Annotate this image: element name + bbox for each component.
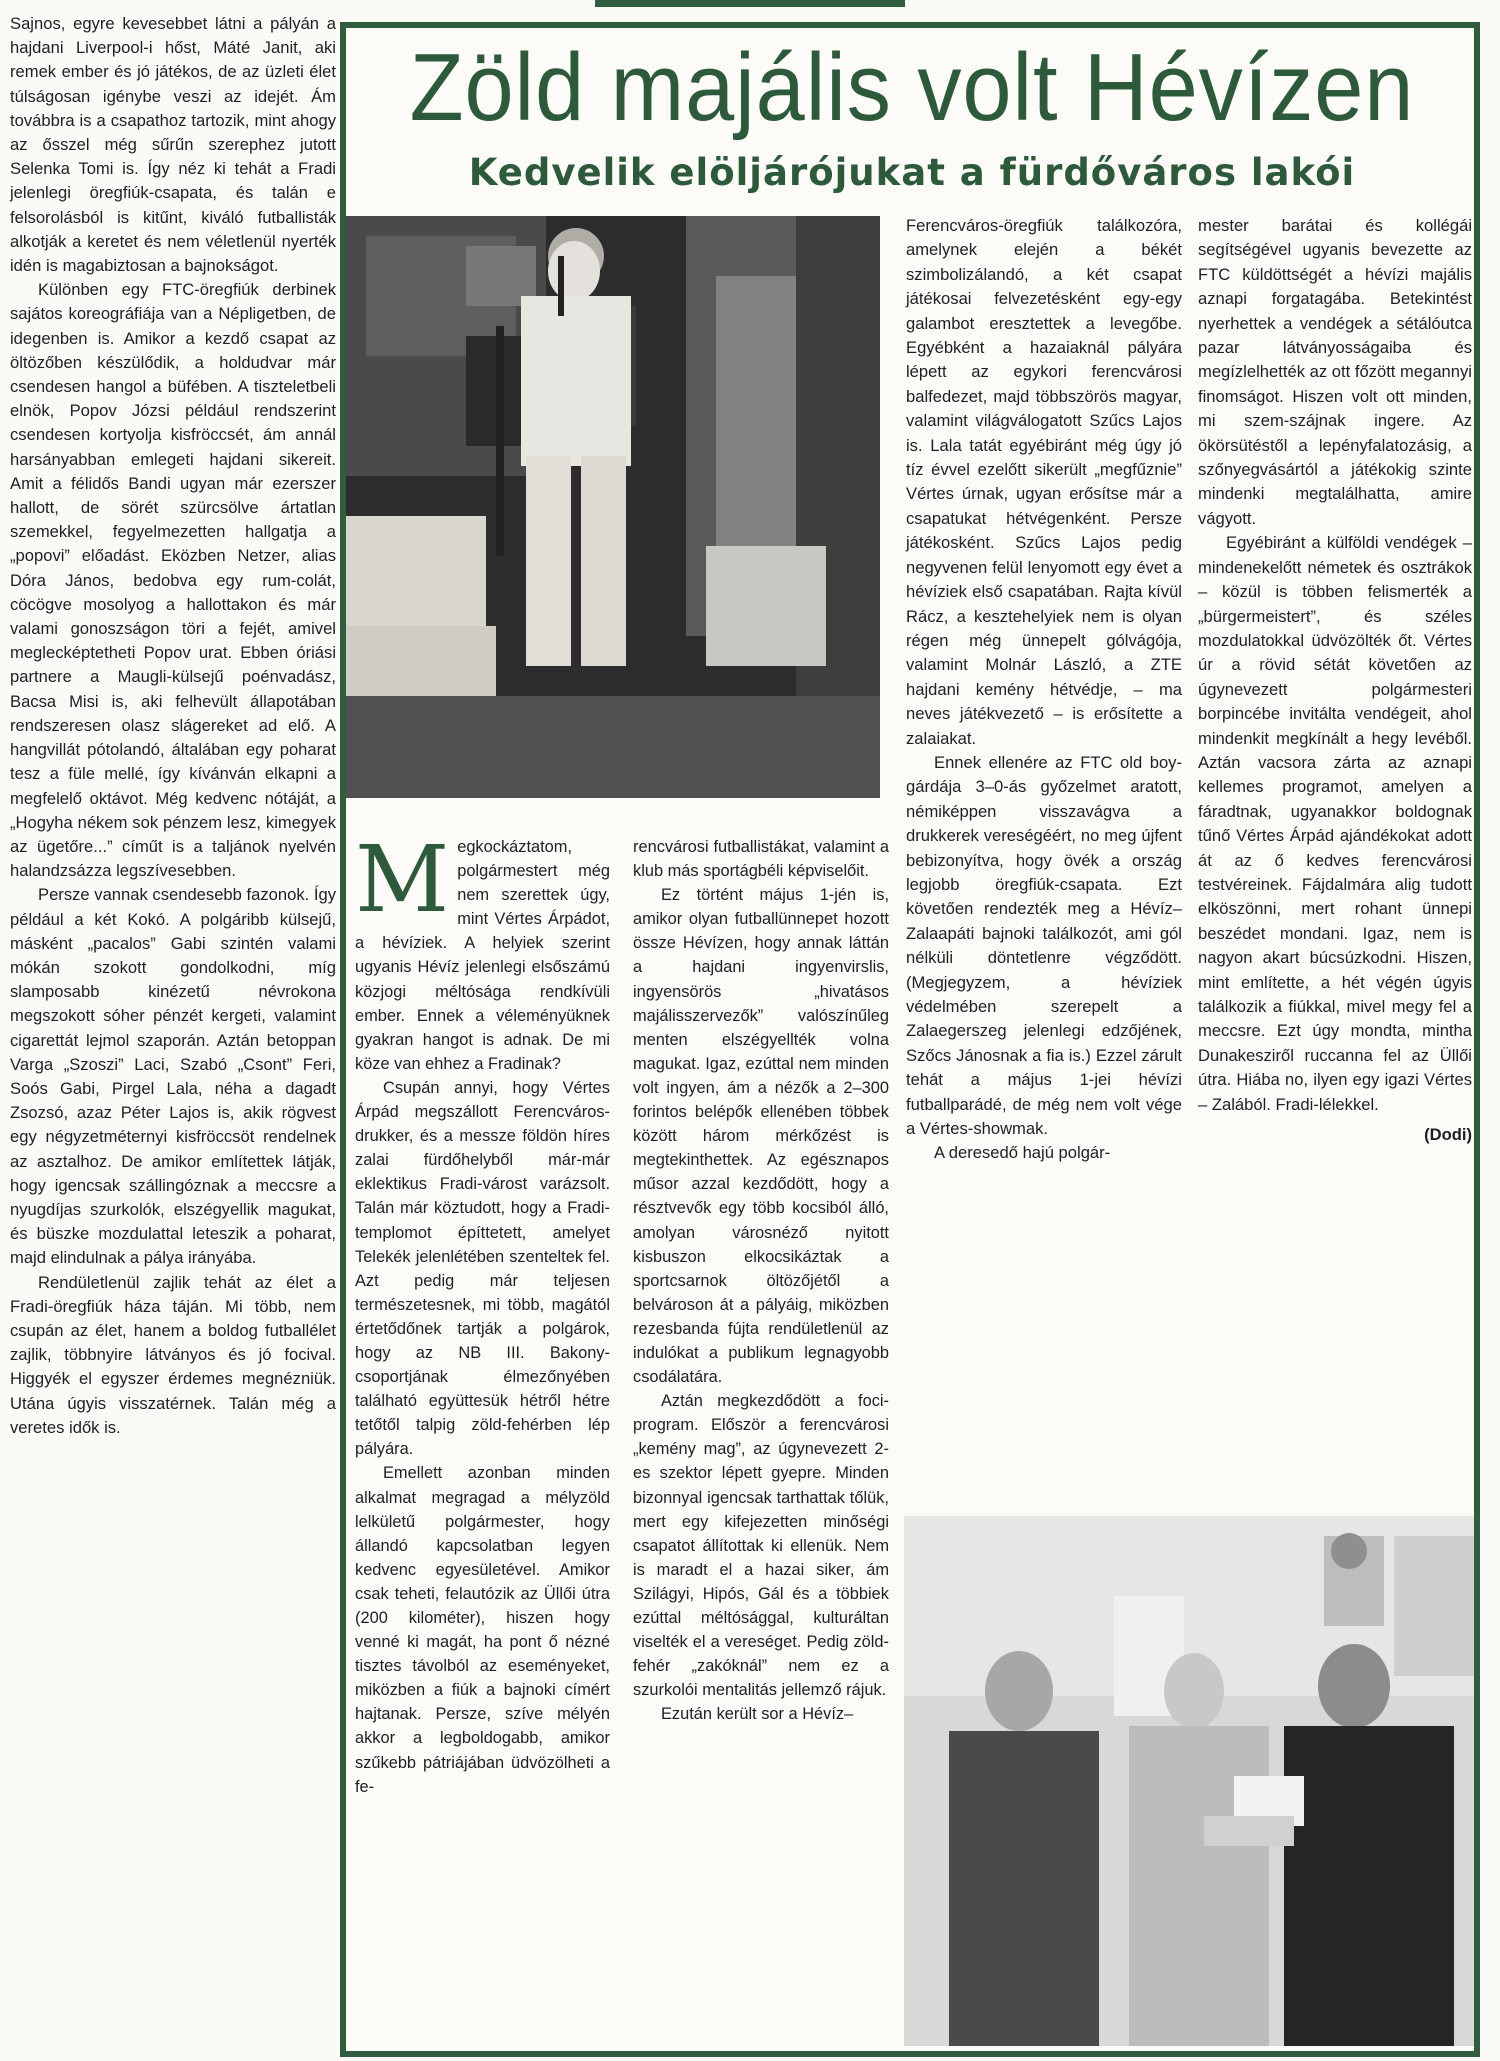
article-paragraph: Emellett azonban minden alkalmat megragad a mélyzöld lelkületű polgármester, hogy állandó kapcsolatban legyen kedvenc egyesületével. Amikor csak teheti, felautózik az Üllői útra (200 kilométer), hiszen hogy venné ki magát, ha pont ő nézné tisztes távolból az eseményeket, miközben a fiúk a bajnoki címért hajtanak. Persze, szíve mélyén akkor a legboldogabb, amikor szűkebb pátriájában üdvözölheti a fe- <box>355 1464 610 1796</box>
article-column-1 <box>355 826 610 1799</box>
left-column <box>10 12 336 1440</box>
photo-mayor-speaking-image <box>346 216 880 798</box>
left-paragraph: Persze vannak csendesebb fazonok. Így például a két Kokó. A polgáribb külsejű, másként „pacalos” Gabi szintén valami mókán szokott gondolkodni, míg slamposabb kinézetű névrokona megszokott sóher pénzét kergeti, valamint cigarettát lejmol szaporán. Aztán betoppan Varga „Szoszi” Laci, Szabó „Csont” Feri, Soós Gabi, Pirgel Lala, néha a dagadt Zsozsó, azaz Péter Lajos is, akik rögvest egy négyzetméternyi kisfröccsöt rendelnek az asztalhoz. De amikor említettek látják, hogy igencsak szállingóznak a meccsre a nyugdíjas szurkolók, elszégyellik magukat, és büszke mozdulattal leteszik a poharat, majd elindulnak a pálya irányába. <box>10 885 336 1268</box>
drop-cap: M <box>355 826 450 933</box>
section-tab-marker <box>595 0 905 7</box>
article-paragraph: Ezután került sor a Hévíz– <box>661 1705 854 1724</box>
left-paragraph: Sajnos, egyre kevesebbet látni a pályán a hajdani Liverpool-i hőst, Máté Janit, aki remek ember és jó játékos, de az üzleti élet túlságosan igénybe veszi az idejét. Ám továbbra is a csapathoz tartozik, mint ahogy az ősszel még sűrűn szerephez jutott Selenka Tomi is. Így néz ki tehát a Fradi jelenlegi öregfiúk-csapata, és talán e felsorolásból is kitűnt, kiváló futballisták alkotják a keretet és nem véletlenül nyerték idén is magabiztosan a bajnokságot. <box>10 14 336 276</box>
left-paragraph: Rendületlenül zajlik tehát az élet a Fradi-öregfiúk háza táján. Mi több, nem csupán az élet, hanem a boldog futballélet zajlik, többnyire látványos és jó focival. Higgyék el egyszer érdemes megnézniük. Utána úgyis visszatérnek. Talán még a veretes idők is. <box>10 1272 336 1437</box>
article-paragraph: rencvárosi futballistákat, valamint a klub más sportágbéli képviselőit. <box>633 838 889 881</box>
article-paragraph: Egyébiránt a külföldi vendégek – mindenekelőtt németek és osztrákok – közül is többen felismerték a „bürgermeistert”, és széles mozdulatokkal üdvözölték őt. Vértes úr a rövid sétát követően az úgynevezett polgármesteri borpincébe invitálta vendégeit, ahol mindenkit megkínált a hegy levéből. Aztán vacsora zárta az aznapi kellemes programot, amelyen a fáradtnak, ugyanakkor boldognak tűnő Vértes Árpád ajándékokat adott át az ő kedves ferencvárosi testvéreinek. Fájdalmára alig tudott elköszönni, mert rohant ünnepi beszédet mondani. Igaz, nem is nagyon akart búcsúzkodni. Hiszen, mint említette, a hét végén úgyis találkozik a fiúkkal, mivel megy fel a meccsre. Ezt úgy mondta, mintha Dunakesziről ruccanna fel az Üllői útra. Hiába no, ilyen egy igazi Vértes – Zalából. Fradi-lélekkel. <box>1198 533 1472 1114</box>
article-paragraph-text: egkockáztatom, polgármestert még nem szerettek úgy, mint Vértes Árpádot, a hévíziek. A helyiek szerint ugyanis Hévíz jelenlegi elsőszámú közjogi méltósága rendkívüli ember. Ennek a véleményüknek gyakran hangot is adnak. De mi köze van ehhez a Fradinak? <box>355 838 610 1073</box>
article-paragraph: Ennek ellenére az FTC old boy-gárdája 3–0-ás győzelmet aratott, némiképpen visszavágva a drukkerek vereségéért, no meg újfent bebizonyítva, hogy övék a ország legjobb öregfiúk-csapata. Ezt követően rendezték meg a Hévíz–Zalaapáti bajnoki találkozót, ami gól nélküli döntetlenre végződött. (Megjegyzem, a hévíziek védelmében szerepelt a Zalaegerszeg jelenlegi edzőjének, Szőcs Jánosnak a fia is.) Ezzel zárult tehát a május 1-jei hévízi futballparádé, de még nem volt vége a Vértes-showmak. <box>906 752 1182 1139</box>
article-paragraph <box>355 826 610 1076</box>
photo-gift-handover <box>904 1516 1474 2046</box>
article-paragraph: Aztán megkezdődött a foci-program. Először a ferencvárosi „kemény mag”, az úgynevezett 2-es szektor lépett gyepre. Minden bizonnyal igencsak tarthattak tőlük, mert egy kifejezetten minőségi csapatot állítottak ki ellenük. Nem is maradt el a hazai siker, ám Szilágyi, Hipós, Gál és a többiek ezúttal méltósággal, kulturáltan viselték el a vereséget. Pedig zöld-fehér „zakóknál” nem ez a szurkolói mentalitás jellemző rájuk. <box>633 1392 889 1700</box>
article-headline: Zöld majális volt Hévízen <box>409 34 1415 141</box>
article-paragraph: Ferencváros-öregfiúk találkozóra, amelynek elején a békét szimbolizálandó, a két csapat játékosai felvezetésként egy-egy galambot eresztettek a levegőbe. Egyébként a hazaiaknál pályára lépett az egykori ferencvárosi balfedezet, majd többszörös magyar, valamint világválogatott Szűcs Lajos is. Lala tatát egyébiránt még úgy jó tíz évvel ezelőtt sikerült „megfűznie” Vértes úrnak, ugyan erősítse már a csapatukat hétvégenként. Persze játékosként. Szűcs Lajos pedig negyvenen felül lenyomott egy évet a hévíziek első csapatában. Rajta kívül Rácz, a kesztehelyiek nem is olyan régen még ünnepelt gólvágója, valamint Molnár László, a ZTE hajdani kemény hétvédje, – ma neves játékvezető – is erősítette a zalaiakat. <box>906 216 1182 748</box>
article-paragraph: Csupán annyi, hogy Vértes Árpád megszállott Ferencváros-drukker, és a messze földön híres zalai fürdőhelyből már-már eklektikus Fradi-várost varázsolt. Talán már köztudott, hogy a Fradi-templomot építtetett, amelyet Telekék jelenlétében szenteltek fel. Azt pedig már teljesen természetesnek, mi több, magától értetődőnek tartják a polgárok, hogy az NB III. Bakony-csoportjának élmezőnyében található együttesük hétről hétre tetőtől talpig zöld-fehérben lép pályára. <box>355 1078 610 1459</box>
photo-mayor-speaking <box>346 216 880 798</box>
article-paragraph: mester barátai és kollégái segítségével ugyanis bevezette az FTC küldöttségét a hévízi majális aznapi forgatagába. Betekintést nyerhettek a vendégek a sétálóutca pazar látványosságaiba és megízlelhették az ott főzött megannyi finomságot. Hiszen volt ott minden, mi szem-szájnak ingere. Az ökörsütéstől a lepényfalatozásig, a szőnyegvásártól a játékokig szinte mindenki megtalálhatta, amire vágyott. <box>1198 216 1472 528</box>
article-column-3 <box>906 214 1182 1166</box>
article-subheadline: Kedvelik elöljárójukat a fürdőváros lakói <box>468 151 1356 194</box>
left-paragraph: Különben egy FTC-öregfiúk derbinek sajátos koreográfiája van a Népligetben, de idegenben is. Amikor a kezdő csapat az öltözőben készülődik, a holdudvar már csendesen hangol a büfében. A tiszteletbeli elnök, Popov Józsi például rendszerint csendesen kortyolja kisfröccsét, ám annál harsányabban emlegeti hajdani sikereit. Amit a félidős Bandi ugyan már ezerszer hallott, de sörét szürcsölve ártatlan szemekkel, fegyelmezetten hallgatja a „popovi” előadást. Eközben Netzer, alias Dóra János, bedobva egy rum-colát, cöcögve mosolyog a hallottakon és már valami gonoszságon töri a fejét, amivel meglecképtetheti Popov urat. Ebben óriási partnere a Maugli-külsejű poénvadász, Bacsa Misi is, aki felhevült állapotában rendszeresen olasz slágereket ad elő. A hangvillát pótolandó, általában egy poharat tesz a füle mellé, így kívánván elkapni a megfelelő oktávot. Még kedvenc nótáját, a „Hogyha nékem sok pénzem lesz, kimegyek az ügetőre...” címűt is a taljánok nyelvén halandzsázza legszívesebben. <box>10 280 336 881</box>
article-byline: (Dodi) <box>1424 1125 1472 1145</box>
photo-gift-handover-image <box>904 1516 1474 2046</box>
article-column-2 <box>633 835 889 1726</box>
article-paragraph: A deresedő hajú polgár- <box>934 1143 1111 1163</box>
article-paragraph: Ez történt május 1-jén is, amikor olyan futballünnepet hozott össze Hévízen, hogy annak láttán a hajdani ingyenvirslis, ingyensörös „hivatásos majálisszervezők” valószínűleg menten elszégyellték volna magukat. Igaz, ezúttal nem minden volt ingyen, ám a nézők a 2–300 forintos belépők ellenében többek között három mérkőzést is megtekinthettek. Az egésznapos műsor azzal kezdődött, hogy a résztvevők egy több kocsiból álló, amolyan városnéző nyitott kisbuszon elkocsikáztak a sportcsarnok öltözőjétől a belvároson át a pályáig, miközben rezesbanda fújta rendületlenül az indulókat a publikum legnagyobb csodálatára. <box>633 886 889 1387</box>
article-column-4 <box>1198 214 1472 1147</box>
